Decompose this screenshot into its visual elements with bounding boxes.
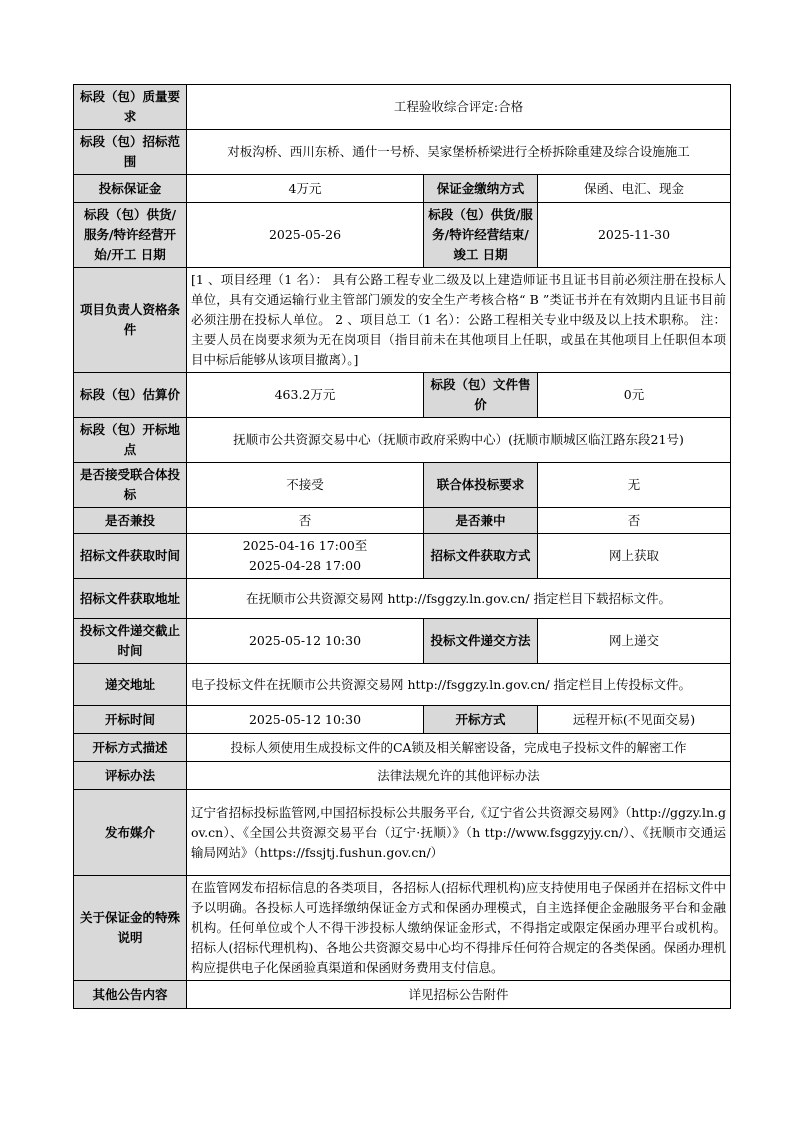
submit-method-label: 投标文件递交方法 (424, 619, 538, 664)
tender-notice-table (73, 84, 731, 1009)
table-row (74, 762, 731, 790)
table-row (74, 876, 731, 981)
media-value: 辽宁省招标投标监管网,中国招标投标公共服务平台,《辽宁省公共资源交易网》（http://ggzy.ln.gov.cn）、《全国公共资源交易平台（辽宁·抚顺）》（h ttp://www.fsggzyjy.cn/）、《抚顺市交通运输局网站》（https://fssjtj.fushun.gov.cn/） (187, 790, 731, 876)
table-row (74, 130, 731, 175)
table-row (74, 706, 731, 734)
table-row (74, 664, 731, 706)
open-desc-value: 投标人须使用生成投标文件的CA锁及相关解密设备，完成电子投标文件的解密工作 (187, 734, 731, 762)
multi-win-value: 否 (538, 508, 731, 534)
docs-time-label: 招标文件获取时间 (74, 534, 187, 579)
docs-method-value: 网上获取 (538, 534, 731, 579)
docs-method-label: 招标文件获取方式 (424, 534, 538, 579)
other-content-value: 详见招标公告附件 (187, 981, 731, 1009)
table-row (74, 463, 731, 508)
open-time-value: 2025-05-12 10:30 (187, 706, 424, 734)
evaluation-value: 法律法规允许的其他评标办法 (187, 762, 731, 790)
quality-label: 标段（包）质量要求 (74, 85, 187, 130)
end-date-label: 标段（包）供货/服务/特许经营结束/竣工 日期 (424, 203, 538, 268)
manager-qualification-value: [1 、项目经理（1 名）： 具有公路工程专业二级及以上建造师证书且证书目前必须注册在投标人单位，具有交通运输行业主管部门颁发的安全生产考核合格“ B ”类证书并在有效期内且证书目前必须注册在投标人单位。 2 、项目总工（1 名）：公路工程相关专业中级及以上技术职称。 注：主要人员在岗要求须为无在岗项目（指目前未在其他项目上任职，或虽在其他项目上任职但本项目中标后能够从该项目撤离）。] (187, 268, 731, 373)
consortium-req-value: 无 (538, 463, 731, 508)
table-row (74, 790, 731, 876)
docs-time-value (187, 534, 424, 579)
guarantee-note-value: 在监管网发布招标信息的各类项目，各招标人(招标代理机构)应支持使用电子保函并在招标文件中予以明确。各投标人可选择缴纳保证金方式和保函办理模式，自主选择便企金融服务平台和金融机构。任何单位或个人不得干涉投标人缴纳保证金形式，不得指定或限定保函办理平台或机构。招标人(招标代理机构)、各地公共资源交易中心均不得排斥任何符合规定的各类保函。保函办理机构应提供电子化保函验真渠道和保函财务费用支付信息。 (187, 876, 731, 981)
scope-value: 对板沟桥、西川东桥、通什一号桥、吴家堡桥桥梁进行全桥拆除重建及综合设施施工 (187, 130, 731, 175)
start-date-label: 标段（包）供货/服务/特许经营开始/开工 日期 (74, 203, 187, 268)
open-time-label: 开标时间 (74, 706, 187, 734)
submit-address-value: 电子投标文件在抚顺市公共资源交易网 http://fsggzy.ln.gov.cn/ 指定栏目上传投标文件。 (187, 664, 731, 706)
evaluation-label: 评标办法 (74, 762, 187, 790)
other-content-label: 其他公告内容 (74, 981, 187, 1009)
consortium-req-label: 联合体投标要求 (424, 463, 538, 508)
docs-time-start: 2025-04-16 17:00至 (242, 538, 368, 553)
table-row (74, 268, 731, 373)
deadline-label: 投标文件递交截止时间 (74, 619, 187, 664)
open-method-label: 开标方式 (424, 706, 538, 734)
table-row (74, 373, 731, 418)
deadline-value: 2025-05-12 10:30 (187, 619, 424, 664)
submit-address-label: 递交地址 (74, 664, 187, 706)
bond-value: 4万元 (187, 175, 424, 203)
table-row (74, 981, 731, 1009)
table-row (74, 534, 731, 579)
scope-label: 标段（包）招标范围 (74, 130, 187, 175)
docs-address-value: 在抚顺市公共资源交易网 http://fsggzy.ln.gov.cn/ 指定栏目下载招标文件。 (187, 579, 731, 619)
multi-bid-label: 是否兼投 (74, 508, 187, 534)
opening-location-value: 抚顺市公共资源交易中心（抚顺市政府采购中心）(抚顺市顺城区临江路东段21号) (187, 418, 731, 463)
estimate-value: 463.2万元 (187, 373, 424, 418)
bond-method-value: 保函、电汇、现金 (538, 175, 731, 203)
bond-method-label: 保证金缴纳方式 (424, 175, 538, 203)
table-row (74, 619, 731, 664)
consortium-value: 不接受 (187, 463, 424, 508)
guarantee-note-label: 关于保证金的特殊说明 (74, 876, 187, 981)
doc-price-label: 标段（包）文件售价 (424, 373, 538, 418)
table-row (74, 203, 731, 268)
quality-value: 工程验收综合评定:合格 (187, 85, 731, 130)
media-label: 发布媒介 (74, 790, 187, 876)
end-date-value: 2025-11-30 (538, 203, 731, 268)
table-row (74, 579, 731, 619)
table-row (74, 175, 731, 203)
bond-label: 投标保证金 (74, 175, 187, 203)
submit-method-value: 网上递交 (538, 619, 731, 664)
multi-win-label: 是否兼中 (424, 508, 538, 534)
table-row (74, 508, 731, 534)
start-date-value: 2025-05-26 (187, 203, 424, 268)
docs-address-label: 招标文件获取地址 (74, 579, 187, 619)
open-method-value: 远程开标(不见面交易) (538, 706, 731, 734)
doc-price-value: 0元 (538, 373, 731, 418)
manager-qualification-label: 项目负责人资格条件 (74, 268, 187, 373)
open-desc-label: 开标方式描述 (74, 734, 187, 762)
table-row (74, 734, 731, 762)
estimate-label: 标段（包）估算价 (74, 373, 187, 418)
table-row (74, 418, 731, 463)
consortium-label: 是否接受联合体投标 (74, 463, 187, 508)
table-row (74, 85, 731, 130)
multi-bid-value: 否 (187, 508, 424, 534)
docs-time-end: 2025-04-28 17:00 (248, 558, 362, 573)
opening-location-label: 标段（包）开标地点 (74, 418, 187, 463)
